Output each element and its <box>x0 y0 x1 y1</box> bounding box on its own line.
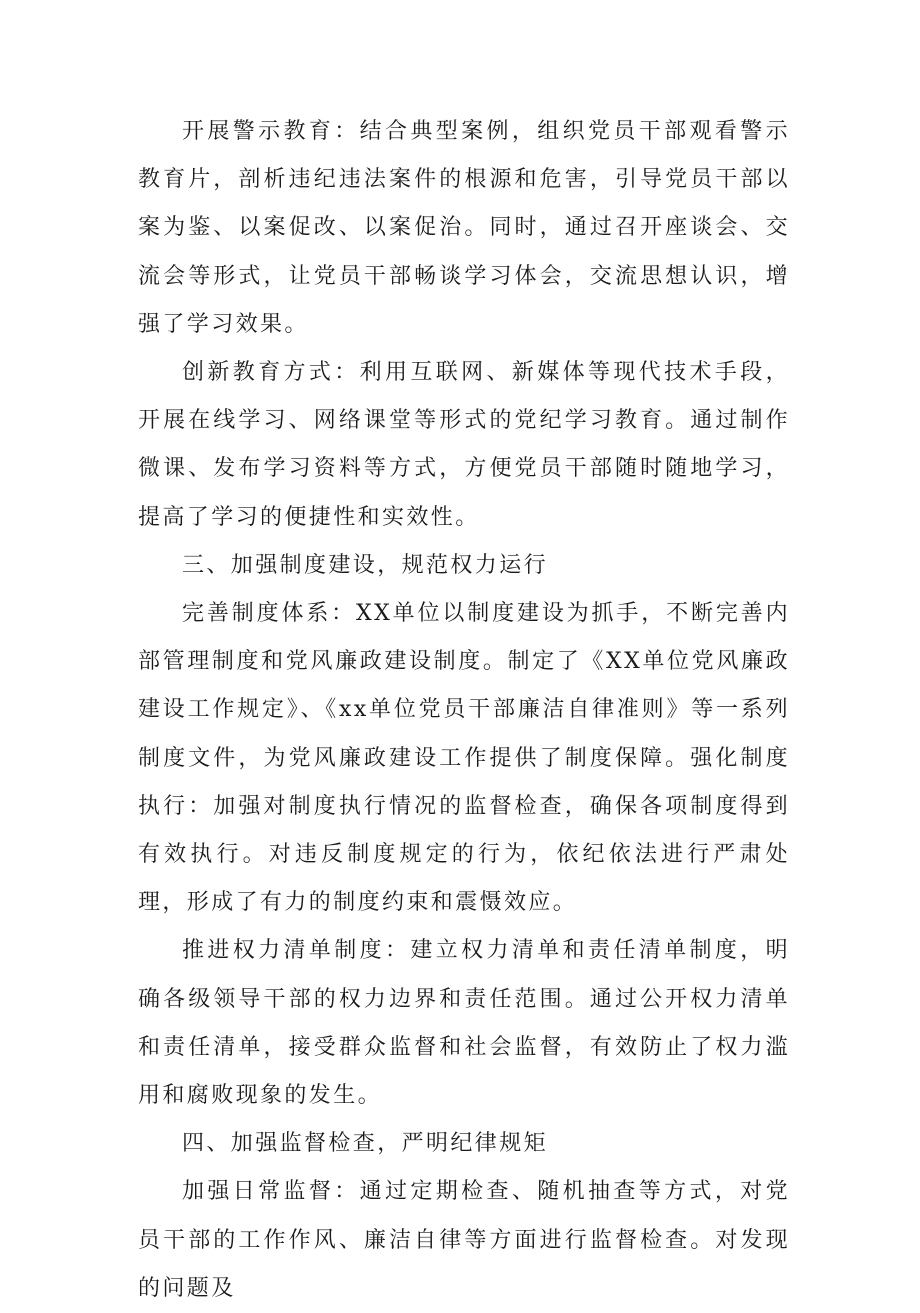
paragraph-daily-supervision: 加强日常监督：通过定期检查、随机抽查等方式，对党员干部的工作作风、廉洁自律等方面进行监督检查。对发现的问题及 <box>138 1179 790 1301</box>
section-heading-3: 三、加强制度建设，规范权力运行 <box>182 552 549 578</box>
section-heading-4: 四、加强监督检查，严明纪律规矩 <box>182 1131 549 1157</box>
document-body <box>138 108 790 1313</box>
paragraph-warning-education: 开展警示教育：结合典型案例，组织党员干部观看警示教育片，剖析违纪违法案件的根源和危害，引导党员干部以案为鉴、以案促改、以案促治。同时，通过召开座谈会、交流会等形式，让党员干部畅谈学习体会，交流思想认识，增强了学习效果。 <box>138 119 790 337</box>
paragraph-power-list: 推进权力清单制度：建立权力清单和责任清单制度，明确各级领导干部的权力边界和责任范围。通过公开权力清单和责任清单，接受群众监督和社会监督，有效防止了权力滥用和腐败现象的发生。 <box>138 938 790 1109</box>
paragraph-innovative-education: 创新教育方式：利用互联网、新媒体等现代技术手段，开展在线学习、网络课堂等形式的党纪学习教育。通过制作微课、发布学习资料等方式，方便党员干部随时随地学习，提高了学习的便捷性和实效性。 <box>138 360 790 530</box>
paragraph-system-building: 完善制度体系：XX单位以制度建设为抓手，不断完善内部管理制度和党风廉政建设制度。制定了《XX单位党风廉政建设工作规定》、《xx单位党员干部廉洁自律准则》等一系列制度文件，为党风廉政建设工作提供了制度保障。强化制度执行：加强对制度执行情况的监督检查，确保各项制度得到有效执行。对违反制度规定的行为，依纪依法进行严肃处理，形成了有力的制度约束和震慑效应。 <box>138 601 790 916</box>
